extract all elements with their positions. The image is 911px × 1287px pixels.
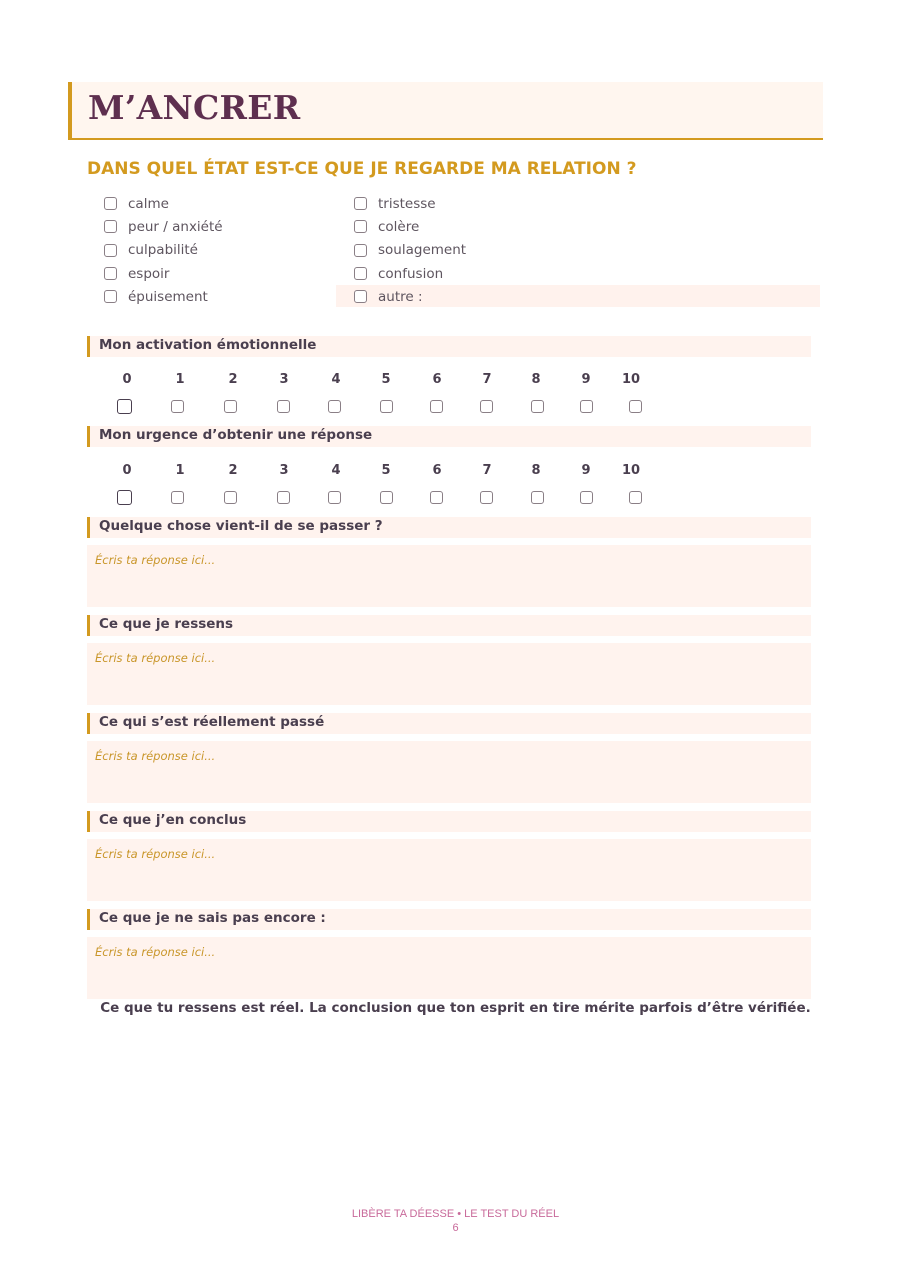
emotion-option[interactable]: [104, 192, 223, 215]
scale-number: 8: [531, 372, 541, 387]
emotion-label: tristesse: [378, 195, 436, 212]
page-number: 6: [452, 1222, 459, 1234]
scale-number: 8: [531, 463, 541, 478]
scale-checkbox[interactable]: [328, 491, 341, 504]
answer-placeholder: Écris ta réponse ici...: [95, 847, 216, 861]
scale-checkbox[interactable]: [277, 400, 290, 413]
checkbox[interactable]: [354, 197, 367, 210]
emotion-label: confusion: [378, 265, 444, 282]
scale-checkbox[interactable]: [328, 400, 341, 413]
scale-checkbox[interactable]: [117, 399, 132, 414]
answer-field[interactable]: [87, 937, 811, 999]
emotion-option[interactable]: [354, 239, 466, 262]
scale-number: 10: [621, 463, 641, 478]
answer-placeholder: Écris ta réponse ici...: [95, 651, 216, 665]
scale-checkbox[interactable]: [117, 490, 132, 505]
scale-checkbox[interactable]: [580, 491, 593, 504]
closing-note: Ce que tu ressens est réel. La conclusion que ton esprit en tire mérite parfois d’être vérifiée.: [100, 1000, 811, 1016]
scale-checkbox[interactable]: [277, 491, 290, 504]
scale-label: Mon urgence d’obtenir une réponse: [99, 427, 373, 443]
scale-number: 7: [482, 372, 492, 387]
prompt-label: Ce que je ressens: [99, 616, 234, 632]
scale-number: 3: [279, 372, 289, 387]
scale-label: Mon activation émotionnelle: [99, 337, 317, 353]
section-question: DANS QUEL ÉTAT EST-CE QUE JE REGARDE MA RELATION ?: [87, 159, 637, 179]
scale-number: 10: [621, 372, 641, 387]
scale-checkbox[interactable]: [171, 491, 184, 504]
scale-checkbox[interactable]: [531, 400, 544, 413]
scale-checkbox[interactable]: [480, 400, 493, 413]
checkbox[interactable]: [104, 290, 117, 303]
scale-checkbox[interactable]: [629, 491, 642, 504]
scale-number: 2: [228, 372, 238, 387]
activation-scale: [0, 372, 911, 422]
title-band: [68, 82, 823, 140]
emotions-column-right: [354, 192, 466, 308]
prompt-label: Ce que je ne sais pas encore :: [99, 910, 326, 926]
scale-number: 4: [331, 463, 341, 478]
answer-placeholder: Écris ta réponse ici...: [95, 749, 216, 763]
page-title: M’ANCRER: [88, 88, 301, 127]
emotion-label: culpabilité: [128, 242, 198, 259]
scale-checkbox[interactable]: [224, 400, 237, 413]
page-footer: [0, 1207, 911, 1235]
scale-checkbox[interactable]: [430, 400, 443, 413]
scale-checkbox[interactable]: [480, 491, 493, 504]
emotion-label: épuisement: [128, 288, 208, 305]
scale-number: 2: [228, 463, 238, 478]
answer-field[interactable]: [87, 643, 811, 705]
prompt-label-bar: [87, 811, 811, 832]
answer-field[interactable]: [87, 839, 811, 901]
emotion-option[interactable]: [354, 192, 466, 215]
emotion-label: colère: [378, 218, 420, 235]
checkbox[interactable]: [354, 290, 367, 303]
scale-checkbox[interactable]: [380, 400, 393, 413]
scale-number: 4: [331, 372, 341, 387]
answer-placeholder: Écris ta réponse ici...: [95, 553, 216, 567]
answer-field[interactable]: [87, 741, 811, 803]
scale-checkbox[interactable]: [224, 491, 237, 504]
prompt-label-bar: [87, 713, 811, 734]
scale-number: 9: [581, 463, 591, 478]
scale-checkbox[interactable]: [430, 491, 443, 504]
checkbox[interactable]: [354, 267, 367, 280]
scale-number: 6: [432, 372, 442, 387]
checkbox[interactable]: [354, 220, 367, 233]
answer-field[interactable]: [87, 545, 811, 607]
scale-checkbox[interactable]: [171, 400, 184, 413]
prompt-label-bar: [87, 615, 811, 636]
urgency-scale: [0, 463, 911, 513]
emotion-option[interactable]: [354, 262, 466, 285]
scale-checkbox[interactable]: [380, 491, 393, 504]
scale-checkbox[interactable]: [580, 400, 593, 413]
checkbox[interactable]: [104, 244, 117, 257]
scale-number: 5: [381, 372, 391, 387]
checkbox[interactable]: [354, 244, 367, 257]
scale-number: 1: [175, 372, 185, 387]
prompt-label: Ce que j’en conclus: [99, 812, 247, 828]
scale-number: 5: [381, 463, 391, 478]
emotion-option[interactable]: [354, 285, 466, 308]
emotion-option[interactable]: [104, 239, 223, 262]
prompt-label: Ce qui s’est réellement passé: [99, 714, 325, 730]
checkbox[interactable]: [104, 267, 117, 280]
emotion-label: calme: [128, 195, 169, 212]
scale-number: 7: [482, 463, 492, 478]
scale-number: 0: [122, 372, 132, 387]
emotion-label: autre :: [378, 288, 423, 305]
emotion-option[interactable]: [354, 215, 466, 238]
activation-label-bar: [87, 336, 811, 357]
scale-number: 1: [175, 463, 185, 478]
emotion-label: espoir: [128, 265, 170, 282]
scale-number: 3: [279, 463, 289, 478]
prompt-label-bar: [87, 517, 811, 538]
emotion-label: peur / anxiété: [128, 218, 223, 235]
emotion-option[interactable]: [104, 215, 223, 238]
answer-placeholder: Écris ta réponse ici...: [95, 945, 216, 959]
emotion-option[interactable]: [104, 262, 223, 285]
scale-number: 9: [581, 372, 591, 387]
scale-checkbox[interactable]: [629, 400, 642, 413]
checkbox[interactable]: [104, 197, 117, 210]
footer-line: LIBÈRE TA DÉESSE • LE TEST DU RÉEL: [351, 1208, 560, 1220]
prompt-label-bar: [87, 909, 811, 930]
checkbox[interactable]: [104, 220, 117, 233]
scale-checkbox[interactable]: [531, 491, 544, 504]
emotion-label: soulagement: [378, 242, 467, 259]
emotion-option[interactable]: [104, 285, 223, 308]
scale-number: 6: [432, 463, 442, 478]
prompt-label: Quelque chose vient-il de se passer ?: [99, 518, 383, 534]
emotions-column-left: [104, 192, 223, 308]
scale-number: 0: [122, 463, 132, 478]
urgency-label-bar: [87, 426, 811, 447]
